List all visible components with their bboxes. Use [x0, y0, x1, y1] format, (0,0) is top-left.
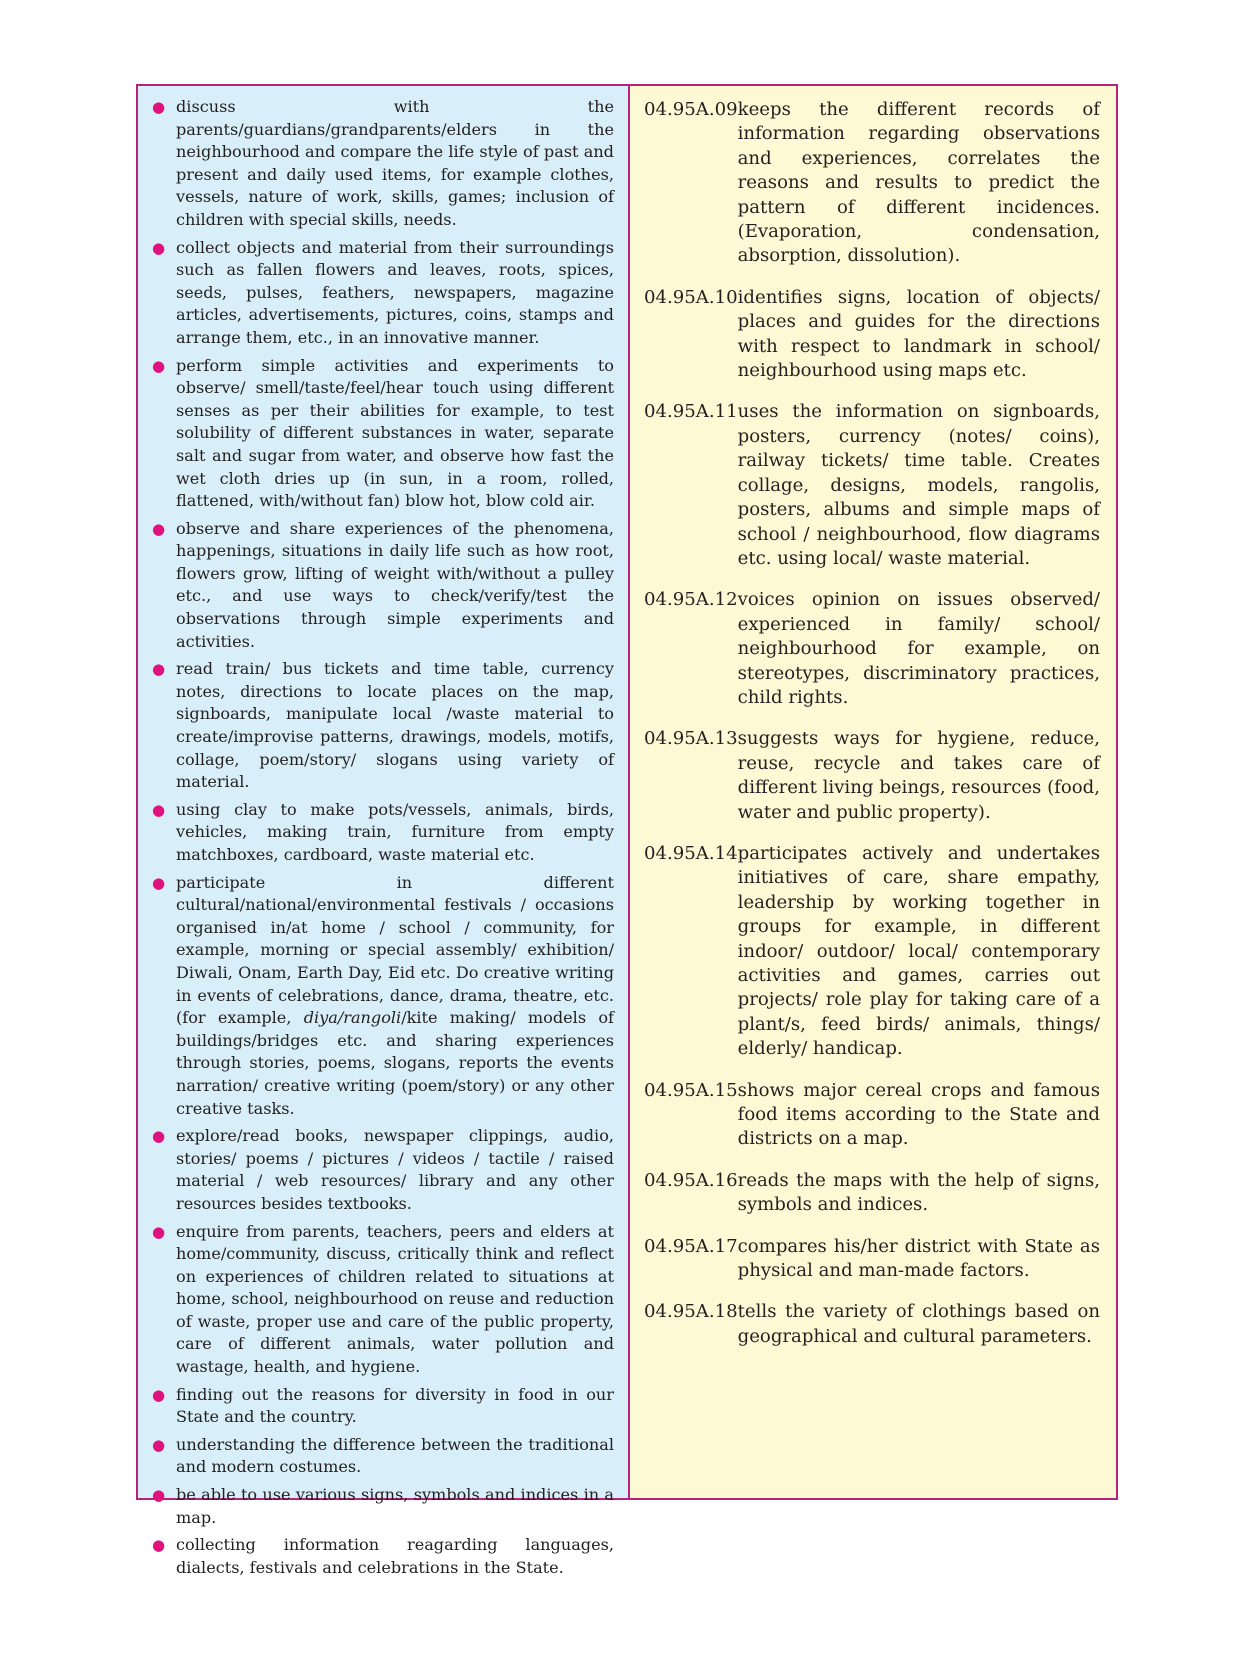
outcome-text: compares his/her district with State as physical and man-made factors. — [737, 1235, 1100, 1282]
outcome-code: 04.95A.09 — [644, 99, 738, 120]
list-item-text: read train/ bus tickets and time table, currency notes, directions to locate places on the map, signboards, manipulate local /waste material to create/improvise patterns, drawings, models, motifs, collage, poem/story/ slogans using variety of material. — [176, 659, 614, 792]
list-item-text: collect objects and material from their surroundings such as fallen flowers and leaves, roots, spices, seeds, pulses, feathers, newspapers, magazine articles, advertisements, pictures, coins, stamps and arrange them, etc., in an innovative manner. — [176, 237, 614, 347]
outcome-text: uses the information on signboards, posters, currency (notes/ coins), railway tickets/ time table. Creates collage, designs, models, rangolis, posters, albums and simple maps of school / neighbourhood, flow diagrams etc. using local/ waste material. — [737, 401, 1100, 569]
italic-term: diya/rangoli — [303, 1008, 402, 1028]
list-item — [150, 355, 614, 513]
list-item-text: discuss with the parents/guardians/grandparents/elders in the neighbourhood and compare the life style of past and present and daily used items, for example clothes, vessels, nature of work, skills, games; inclusion of children with special skills, needs. — [176, 97, 614, 229]
outcome-item — [644, 727, 1100, 825]
list-item — [150, 237, 614, 350]
bullet-icon: ● — [152, 1435, 166, 1454]
list-item — [150, 799, 614, 867]
bullet-icon: ● — [152, 519, 166, 538]
outcome-code: 04.95A.12 — [644, 589, 738, 611]
bullet-icon: ● — [152, 1385, 166, 1404]
outcome-text: keeps the different records of information regarding observations and experiences, correlates the reasons and results to predict the pattern of different incidences. (Evaporation, condensation, absorption, dissolution). — [737, 99, 1100, 267]
outcome-item — [644, 1079, 1100, 1152]
list-item-text: enquire from parents, teachers, peers and elders at home/community, discuss, critically think and reflect on experiences of children related to situations at home, school, neighbourhood on reuse and reduction of waste, proper use and care of the public property, care of different animals, water pollution and wastage, health, and hygiene. — [176, 1221, 614, 1377]
bullet-icon: ● — [152, 1536, 166, 1555]
bullet-icon: ● — [152, 1486, 166, 1505]
list-item-text: understanding the difference between the traditional and modern costumes. — [176, 1434, 614, 1477]
list-item — [150, 518, 614, 654]
list-item-text: collecting information reagarding languages, dialects, festivals and celebrations in the State. — [176, 1535, 614, 1577]
outcome-text: participates actively and undertakes initiatives of care, share empathy, leadership by working together in groups for example, in different indoor/ outdoor/ local/ contemporary activities and games, carries out projects/ role play for taking care of a plant/s, feed birds/ animals, things/ elderly/ handicap. — [737, 842, 1100, 1060]
outcome-code: 04.95A.17 — [644, 1235, 738, 1257]
outcome-code: 04.95A.14 — [644, 842, 738, 864]
outcome-code: 04.95A.11 — [644, 401, 738, 423]
text-segment: /kite making/ models of buildings/bridges etc. and sharing experiences through stories, poems, slogans, reports the events narration/ creative writing (poem/story) or any other creative tasks. — [176, 1008, 614, 1118]
text-segment: participate in different cultural/national/environmental festivals / occasions organised in/at home / school / community, for example, morning or special assembly/ exhibition/ Diwali, Onam, Earth Day, Eid etc. Do creative writing in events of celebrations, dance, drama, theatre, etc. (for example, — [176, 872, 614, 1028]
list-item-text: observe and share experiences of the phenomena, happenings, situations in daily life such as how root, flowers grow, lifting of weight with/without a pulley etc., and use ways to check/verify/test the observations through simple experiments and activities. — [176, 518, 614, 651]
bullet-icon: ● — [152, 238, 166, 257]
bullet-icon: ● — [152, 1222, 166, 1241]
list-item — [150, 1484, 614, 1529]
outcome-item — [644, 400, 1100, 571]
list-item-text: finding out the reasons for diversity in food in our State and the country. — [176, 1384, 614, 1427]
outcome-text: shows major cereal crops and famous food items according to the State and districts on a map. — [737, 1079, 1100, 1150]
outcome-code: 04.95A.16 — [644, 1169, 738, 1191]
bullet-icon: ● — [152, 356, 166, 375]
list-item — [150, 1125, 614, 1215]
outcome-item — [644, 1300, 1100, 1349]
list-item-text: explore/read books, newspaper clippings, audio, stories/ poems / pictures / videos / tactile / raised material / web resources/ library and any other resources besides textbooks. — [176, 1126, 614, 1213]
list-item-text: perform simple activities and experiments to observe/ smell/taste/feel/hear touch using different senses as per their abilities for example, to test solubility of different substances in water, separate salt and sugar from water, and observe how fast the wet cloth dries up (in sun, in a room, rolled, flattened, with/without fan) blow hot, blow cold air. — [176, 355, 614, 511]
outcome-item — [644, 286, 1100, 384]
list-item — [150, 872, 614, 1121]
list-item — [150, 96, 614, 232]
bullet-icon: ● — [152, 800, 166, 819]
outcome-code: 04.95A.15 — [644, 1079, 738, 1101]
list-item — [150, 1221, 614, 1379]
learning-outcomes-column — [630, 86, 1116, 1498]
outcome-item — [644, 588, 1100, 710]
list-item-text: be able to use various signs, symbols and indices in a map. — [176, 1485, 614, 1527]
outcome-list — [644, 98, 1100, 1349]
pedagogical-processes-column — [138, 86, 630, 1577]
bullet-icon: ● — [152, 1127, 166, 1146]
outcome-item — [644, 1235, 1100, 1284]
outcome-text: tells the variety of clothings based on geographical and cultural parameters. — [737, 1301, 1100, 1347]
list-item — [150, 658, 614, 794]
outcome-text: voices opinion on issues observed/ experienced in family/ school/ neighbourhood for example, on stereotypes, discriminatory practices, child rights. — [737, 589, 1100, 708]
bullet-icon: ● — [152, 873, 166, 892]
outcome-text: reads the maps with the help of signs, symbols and indices. — [737, 1169, 1100, 1216]
list-item-text — [176, 872, 614, 1121]
list-item — [150, 1534, 614, 1579]
bullet-icon: ● — [152, 660, 166, 679]
bullet-icon: ● — [152, 98, 166, 116]
outcome-text: identifies signs, location of objects/ places and guides for the directions with respect to landmark in school/ neighbourhood using maps etc. — [737, 286, 1100, 382]
outcome-item — [644, 1169, 1100, 1218]
list-item — [150, 1384, 614, 1429]
list-item — [150, 1434, 614, 1479]
outcome-item — [644, 842, 1100, 1062]
outcome-code: 04.95A.18 — [644, 1301, 738, 1323]
outcome-code: 04.95A.10 — [644, 286, 738, 308]
pedagogy-list — [150, 96, 614, 1579]
list-item-text: using clay to make pots/vessels, animals, birds, vehicles, making train, furniture from empty matchboxes, cardboard, waste material etc. — [176, 799, 614, 864]
outcome-text: suggests ways for hygiene, reduce, reuse, recycle and takes care of different living beings, resources (food, water and public property). — [737, 728, 1100, 823]
outcome-code: 04.95A.13 — [644, 728, 738, 750]
outcome-item — [644, 98, 1100, 269]
curriculum-table — [136, 84, 1118, 1577]
